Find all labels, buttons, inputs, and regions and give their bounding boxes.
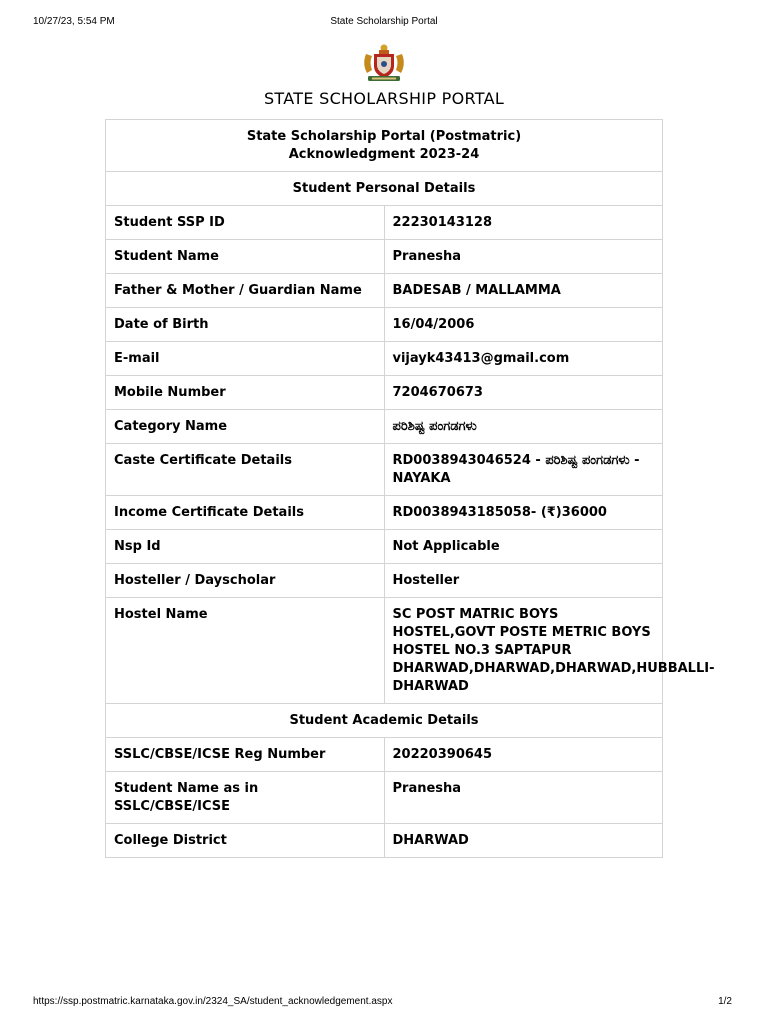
table-row [106, 342, 663, 376]
print-footer [33, 996, 735, 1010]
guardian-name-label: Father & Mother / Guardian Name [106, 274, 385, 308]
table-row [106, 824, 663, 858]
hostel-name-label: Hostel Name [106, 598, 385, 704]
college-district-value: DHARWAD [384, 824, 663, 858]
academic-section-heading: Student Academic Details [106, 704, 663, 738]
table-row [106, 274, 663, 308]
table-row [106, 598, 663, 704]
table-row [106, 206, 663, 240]
student-name-label: Student Name [106, 240, 385, 274]
title-line-2: Acknowledgment 2023-24 [288, 147, 480, 162]
personal-section-row [106, 172, 663, 206]
table-row [106, 564, 663, 598]
ssp-id-value: 22230143128 [384, 206, 663, 240]
print-page-title: State Scholarship Portal [330, 16, 438, 27]
dob-value: 16/04/2006 [384, 308, 663, 342]
name-as-in-board-value: Pranesha [384, 772, 663, 824]
karnataka-state-emblem-icon [358, 40, 410, 84]
document-title [106, 120, 663, 172]
mobile-label: Mobile Number [106, 376, 385, 410]
category-label: Category Name [106, 410, 385, 444]
mobile-value: 7204670673 [384, 376, 663, 410]
caste-certificate-value: RD0038943046524 - ಪರಿಶಿಷ್ಟ ಪಂಗಡಗಳು - NAYAKA [384, 444, 663, 496]
dob-label: Date of Birth [106, 308, 385, 342]
hosteller-label: Hosteller / Dayscholar [106, 564, 385, 598]
page-number: 1/2 [718, 996, 732, 1007]
category-value: ಪರಿಶಿಷ್ಟ ಪಂಗಡಗಳು [384, 410, 663, 444]
table-row [106, 530, 663, 564]
portal-name: STATE SCHOLARSHIP PORTAL [263, 89, 505, 108]
income-certificate-value: RD0038943185058- (₹)36000 [384, 496, 663, 530]
table-row [106, 496, 663, 530]
student-name-value: Pranesha [384, 240, 663, 274]
print-header [33, 16, 735, 30]
title-row [106, 120, 663, 172]
caste-certificate-label: Caste Certificate Details [106, 444, 385, 496]
reg-number-value: 20220390645 [384, 738, 663, 772]
nsp-id-label: Nsp Id [106, 530, 385, 564]
table-row [106, 410, 663, 444]
email-label: E-mail [106, 342, 385, 376]
table-row [106, 772, 663, 824]
guardian-name-value: BADESAB / MALLAMMA [384, 274, 663, 308]
table-row [106, 240, 663, 274]
print-datetime: 10/27/23, 5:54 PM [33, 16, 115, 27]
acknowledgment-table [105, 119, 715, 858]
college-district-label: College District [106, 824, 385, 858]
income-certificate-label: Income Certificate Details [106, 496, 385, 530]
page-url: https://ssp.postmatric.karnataka.gov.in/2324_SA/student_acknowledgement.aspx [33, 996, 393, 1007]
hosteller-value: Hosteller [384, 564, 663, 598]
title-line-1: State Scholarship Portal (Postmatric) [246, 129, 522, 144]
table-row [106, 376, 663, 410]
table-row [106, 444, 663, 496]
reg-number-label: SSLC/CBSE/ICSE Reg Number [106, 738, 385, 772]
name-as-in-board-label: Student Name as in SSLC/CBSE/ICSE [106, 772, 385, 824]
table-row [106, 738, 663, 772]
personal-section-heading: Student Personal Details [106, 172, 663, 206]
academic-section-row [106, 704, 663, 738]
email-value: vijayk43413@gmail.com [384, 342, 663, 376]
hostel-name-value: SC POST MATRIC BOYS HOSTEL,GOVT POSTE METRIC BOYS HOSTEL NO.3 SAPTAPUR DHARWAD,DHARWAD,DHARWAD,HUBBALLI-DHARWAD [384, 598, 663, 704]
ssp-id-label: Student SSP ID [106, 206, 385, 240]
nsp-id-value: Not Applicable [384, 530, 663, 564]
table-row [106, 308, 663, 342]
